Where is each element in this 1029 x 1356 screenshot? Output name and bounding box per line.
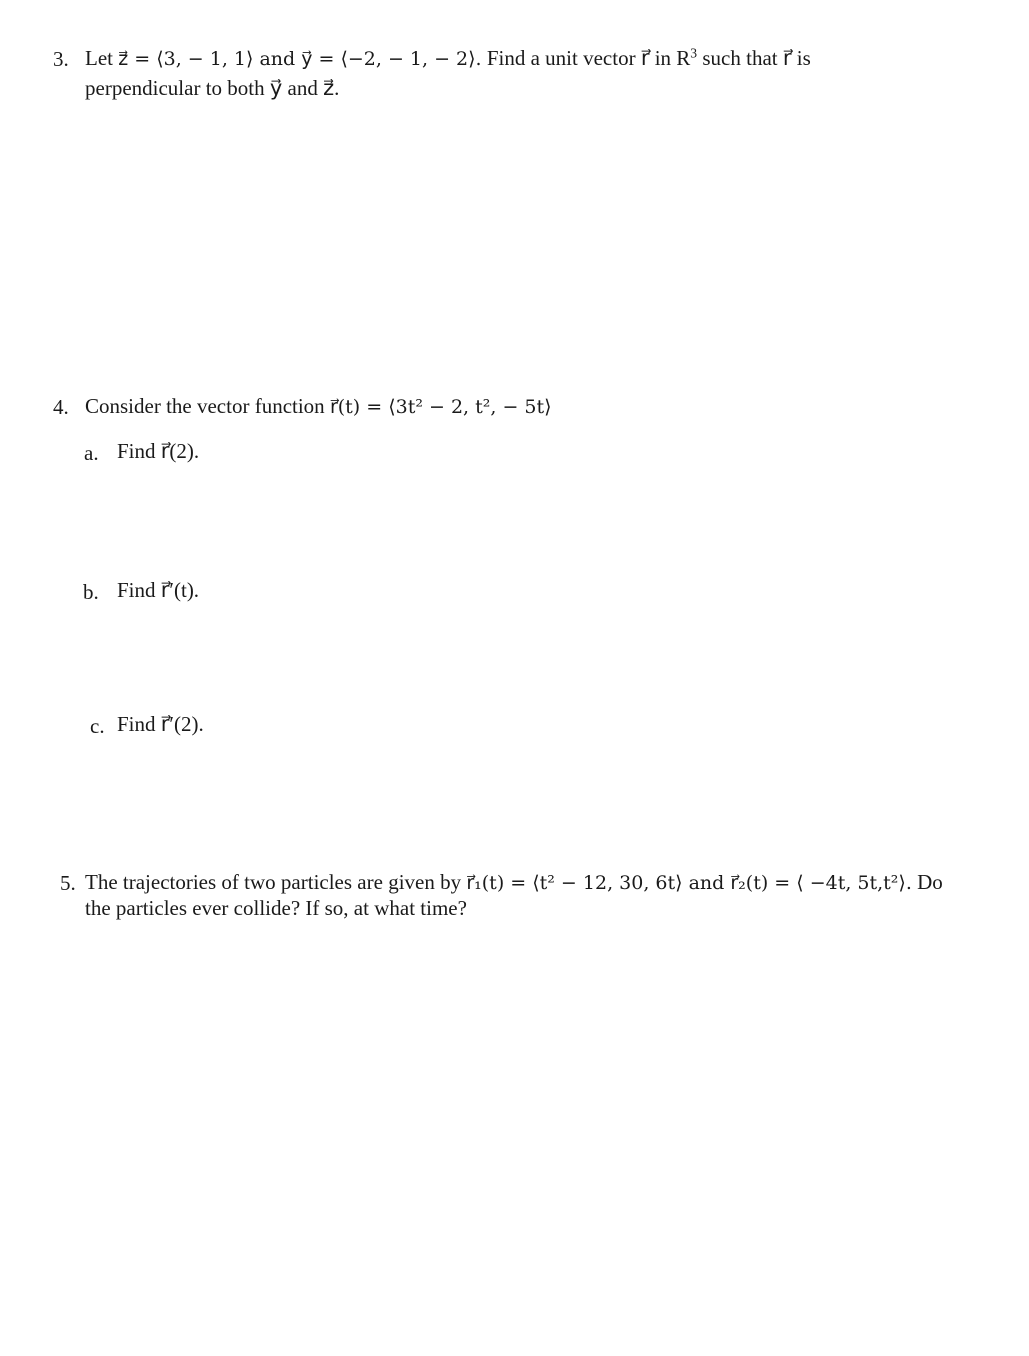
problem-3-exponent: 3 bbox=[690, 45, 698, 61]
problem-4c-label: c. bbox=[90, 714, 105, 738]
problem-4b-label: b. bbox=[83, 580, 99, 604]
problem-5-end: Do bbox=[917, 870, 943, 894]
problem-3-math: z⃗ = ⟨3, − 1, 1⟩ and y⃗ = ⟨−2, − 1, − 2⟩. bbox=[118, 48, 482, 70]
problem-4a-text: Find r⃗(2). bbox=[117, 439, 200, 463]
problem-4-math: r⃗(t) = ⟨3t² − 2, t², − 5t⟩ bbox=[329, 396, 552, 418]
problem-3-prefix: Let bbox=[85, 46, 113, 70]
problem-3-line-1 bbox=[85, 45, 811, 72]
problem-4a-label: a. bbox=[84, 441, 99, 465]
problem-4-number: 4. bbox=[53, 395, 69, 419]
problem-5-number: 5. bbox=[60, 871, 76, 895]
problem-5-math: r⃗₁(t) = ⟨t² − 12, 30, 6t⟩ and r⃗₂(t) = ⟨ −4t, 5t,t²⟩. bbox=[466, 872, 912, 894]
problem-3-end: such that r⃗ is bbox=[702, 46, 811, 70]
problem-3-number: 3. bbox=[53, 47, 69, 71]
problem-4-prefix: Consider the vector function bbox=[85, 394, 325, 418]
problem-3-line-2: perpendicular to both y⃗ and z⃗. bbox=[85, 76, 340, 100]
problem-5-line-1 bbox=[85, 869, 943, 896]
problem-5-prefix: The trajectories of two particles are given by bbox=[85, 870, 462, 894]
problem-5-line-2: the particles ever collide? If so, at what time? bbox=[85, 896, 467, 920]
problem-4-line-1 bbox=[85, 393, 552, 420]
problem-4b-text: Find r⃗′(t). bbox=[117, 578, 200, 602]
problem-4c-text: Find r⃗′(2). bbox=[117, 712, 204, 736]
problem-3-suffix: Find a unit vector r⃗ in R bbox=[486, 46, 691, 70]
